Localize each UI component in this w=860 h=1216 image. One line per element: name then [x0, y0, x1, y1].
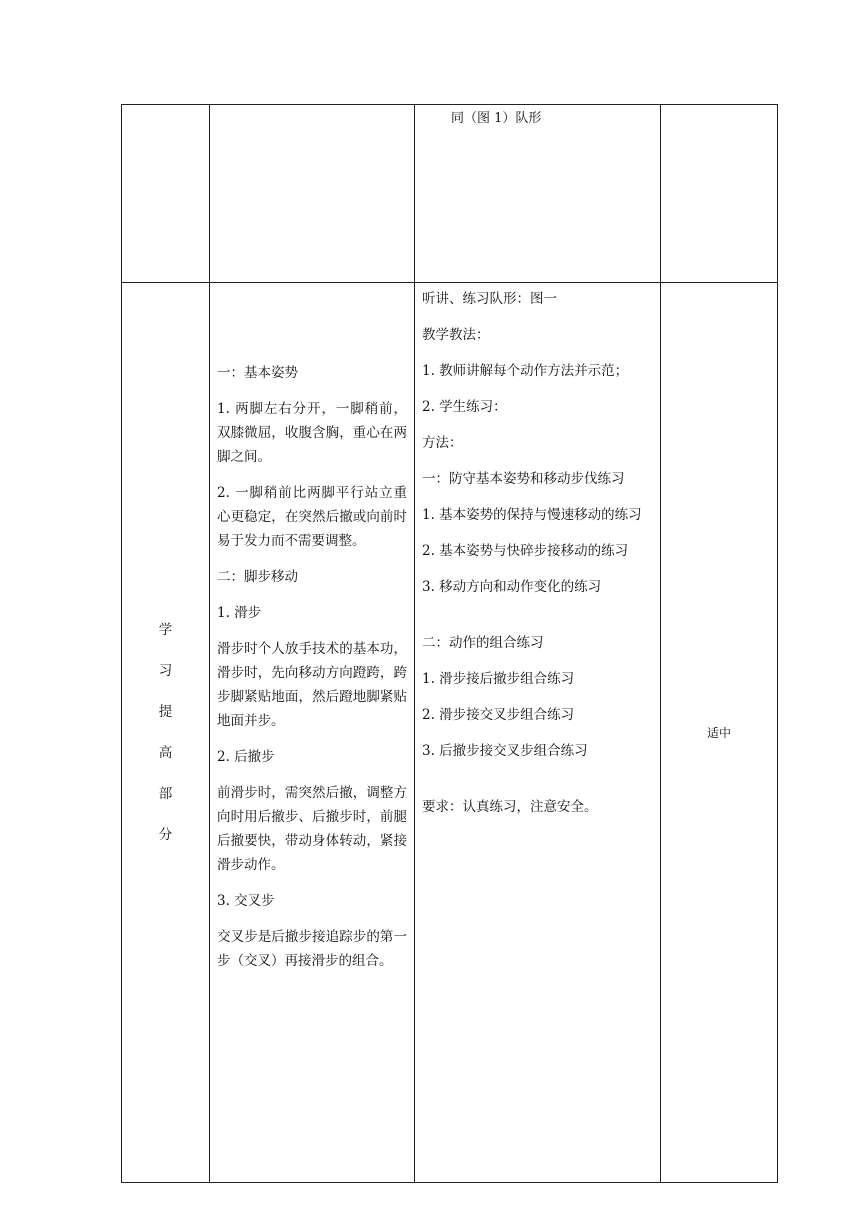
content-paragraph: 1. 两脚左右分开，一脚稍前，双膝微屈，收腹含胸，重心在两脚之间。 — [217, 401, 407, 465]
method-line: 方法： — [422, 435, 463, 451]
table-cell-empty — [661, 105, 778, 283]
content-paragraph: 2. 一脚稍前比两脚平行站立重心更稳定，在突然后撤或向前时易于发力而不需要调整。 — [217, 485, 407, 549]
method-line: 3. 移动方向和动作变化的练习 — [422, 579, 602, 595]
section-label-cell — [122, 283, 210, 1183]
content-subheading: 2. 后撤步 — [217, 749, 275, 765]
method-line: 3. 后撤步接交叉步组合练习 — [422, 743, 588, 759]
lesson-plan-table — [121, 104, 778, 1183]
method-line: 2. 学生练习： — [422, 399, 507, 415]
method-line: 2. 基本姿势与快碎步接移动的练习 — [422, 543, 629, 559]
load-cell — [661, 283, 778, 1183]
method-line: 教学教法： — [422, 327, 490, 343]
table-cell-empty — [210, 105, 415, 283]
teaching-methods-cell — [415, 283, 661, 1183]
section-label-char: 分 — [158, 826, 173, 843]
table-row — [122, 105, 778, 283]
content-paragraph: 滑步时个人放手技术的基本功，滑步时，先向移动方向蹬跨，跨步脚紧贴地面，然后蹬地脚紧贴地面并步。 — [217, 641, 407, 729]
requirement-line: 要求：认真练习，注意安全。 — [422, 799, 598, 815]
content-paragraph: 交叉步是后撤步接追踪步的第一步（交叉）再接滑步的组合。 — [217, 929, 407, 969]
method-line: 1. 基本姿势的保持与慢速移动的练习 — [422, 507, 642, 523]
section-label-char: 提 — [158, 703, 173, 720]
content-subheading: 3. 交叉步 — [217, 893, 275, 909]
content-paragraph: 前滑步时，需突然后撤，调整方向时用后撤步、后撤步时，前腿后撤要快，带动身体转动，紧接滑步动作。 — [217, 785, 407, 873]
content-heading: 一：基本姿势 — [217, 365, 298, 381]
teaching-content-cell — [210, 283, 415, 1183]
method-line: 一：防守基本姿势和移动步伐练习 — [422, 471, 625, 487]
content-subheading: 1. 滑步 — [217, 605, 262, 621]
content-heading: 二：脚步移动 — [217, 569, 298, 585]
method-line: 二：动作的组合练习 — [422, 635, 544, 651]
section-label-char: 习 — [158, 662, 173, 679]
section-label-char: 高 — [158, 744, 173, 761]
method-line: 2. 滑步接交叉步组合练习 — [422, 707, 575, 723]
table-cell-empty — [122, 105, 210, 283]
method-line: 1. 教师讲解每个动作方法并示范； — [422, 363, 629, 379]
section-label-char: 部 — [158, 785, 173, 802]
method-line: 听讲、练习队形：图一 — [422, 291, 557, 307]
section-label-char: 学 — [158, 621, 173, 638]
load-value: 适中 — [706, 726, 731, 740]
table-row — [122, 283, 778, 1183]
formation-note-cell — [415, 105, 661, 283]
formation-note: 同（图 1）队形 — [451, 111, 542, 126]
method-line: 1. 滑步接后撤步组合练习 — [422, 671, 575, 687]
